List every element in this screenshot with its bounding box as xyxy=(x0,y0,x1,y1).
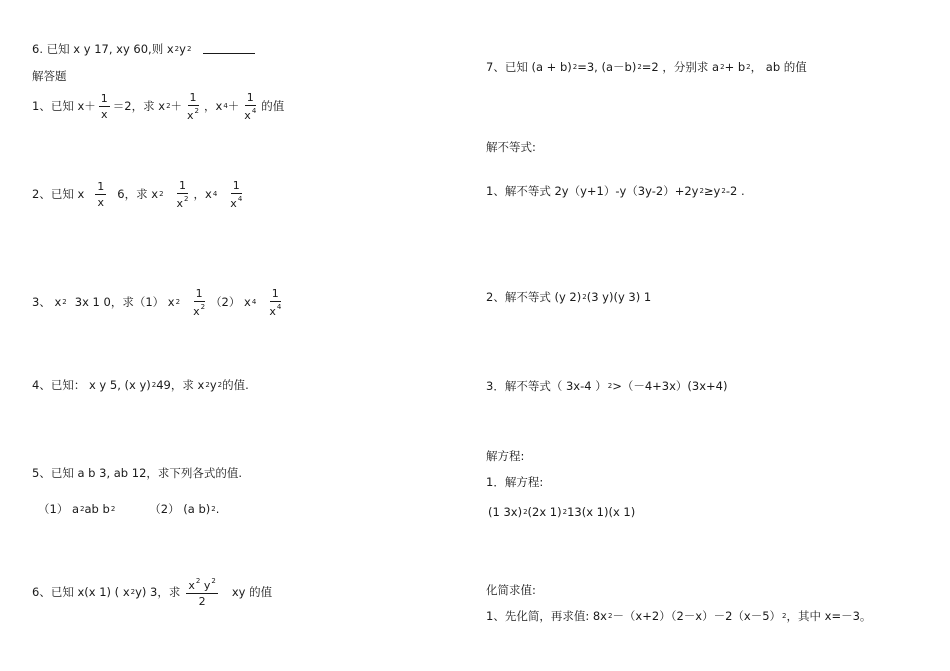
fraction: $\frac{1}{x^4}$ xyxy=(244,91,257,122)
section-heading-inequality: 解不等式: xyxy=(486,140,536,154)
question-1: 1、已知 x＋ $\frac{1}{x}$ ＝2，求 x 2 ＋ $\frac{1}{x^2}$ ，x 4 ＋ $\frac{1}{x^4}$ 的值 xyxy=(32,91,285,122)
inequality-1: 1、解不等式 2y（y+1）-y（3y-2）+2y 2 ≥y 2 -2 . xyxy=(486,184,745,198)
answer-blank xyxy=(203,45,255,54)
inequality-2: 2、解不等式 (y 2) 2 (3 y)(y 3) 1 xyxy=(486,290,652,304)
question-2: 2、已知 x $\frac{1}{x}$ 6，求 x 2 $\frac{1}{x^2}$ ，x 4 $\frac{1}{x^4}$ xyxy=(32,179,243,210)
fraction: $\frac{1}{x^2}$ xyxy=(187,91,200,122)
inequality-3: 3．解不等式（ 3x-4 ） 2 >（－4+3x）(3x+4) xyxy=(486,379,728,393)
question-3: 3、 x 2 3x 1 0，求（1） x 2 $\frac{1}{x^2}$ （2） x 4 $\frac{1}{x^4}$ xyxy=(32,287,282,318)
equation-1: (1 3x) 2 (2x 1) 2 13(x 1)(x 1) xyxy=(488,505,636,519)
fraction: $\frac{1}{x^4}$ xyxy=(269,287,282,318)
fraction: $\frac{1}{x^2}$ xyxy=(193,287,206,318)
fraction: $\frac{1}{x^4}$ xyxy=(230,179,243,210)
fraction: $\frac{1}{x}$ xyxy=(100,92,108,121)
question-7: 7、已知 (a + b) 2 =3, (a－b) 2 =2 ，分别求 a 2 + b 2 ， ab 的值 xyxy=(486,60,807,74)
question-6: 6、已知 x(x 1) ( x 2 y) 3，求 $\frac{x^2 y^2}{2}$ xy 的值 xyxy=(32,577,273,608)
fraction: $\frac{x^2 y^2}{2}$ xyxy=(188,577,216,608)
fill-question-6: 6. 已知 x y 17, xy 60,则 x 2 y 2 xyxy=(32,44,255,56)
simplify-1: 1、先化简，再求值: 8x 2 －（x+2）（2－x）－2（x－5） 2 ，其中 x=－3。 xyxy=(486,609,872,623)
question-4: 4、已知： x y 5, (x y) 2 49，求 x 2 y 2 的值. xyxy=(32,378,249,392)
question-5-parts: （1） a 2 ab b 2 （2） (a b) 2 . xyxy=(38,502,220,516)
section-heading-answer: 解答题 xyxy=(32,69,67,83)
section-heading-equation: 解方程: xyxy=(486,449,525,463)
equation-title: 1．解方程: xyxy=(486,475,544,489)
fraction: $\frac{1}{x^2}$ xyxy=(176,179,189,210)
section-heading-simplify: 化简求值: xyxy=(486,583,536,597)
fraction: $\frac{1}{x}$ xyxy=(97,180,105,209)
question-5: 5、已知 a b 3, ab 12，求下列各式的值. xyxy=(32,466,243,480)
